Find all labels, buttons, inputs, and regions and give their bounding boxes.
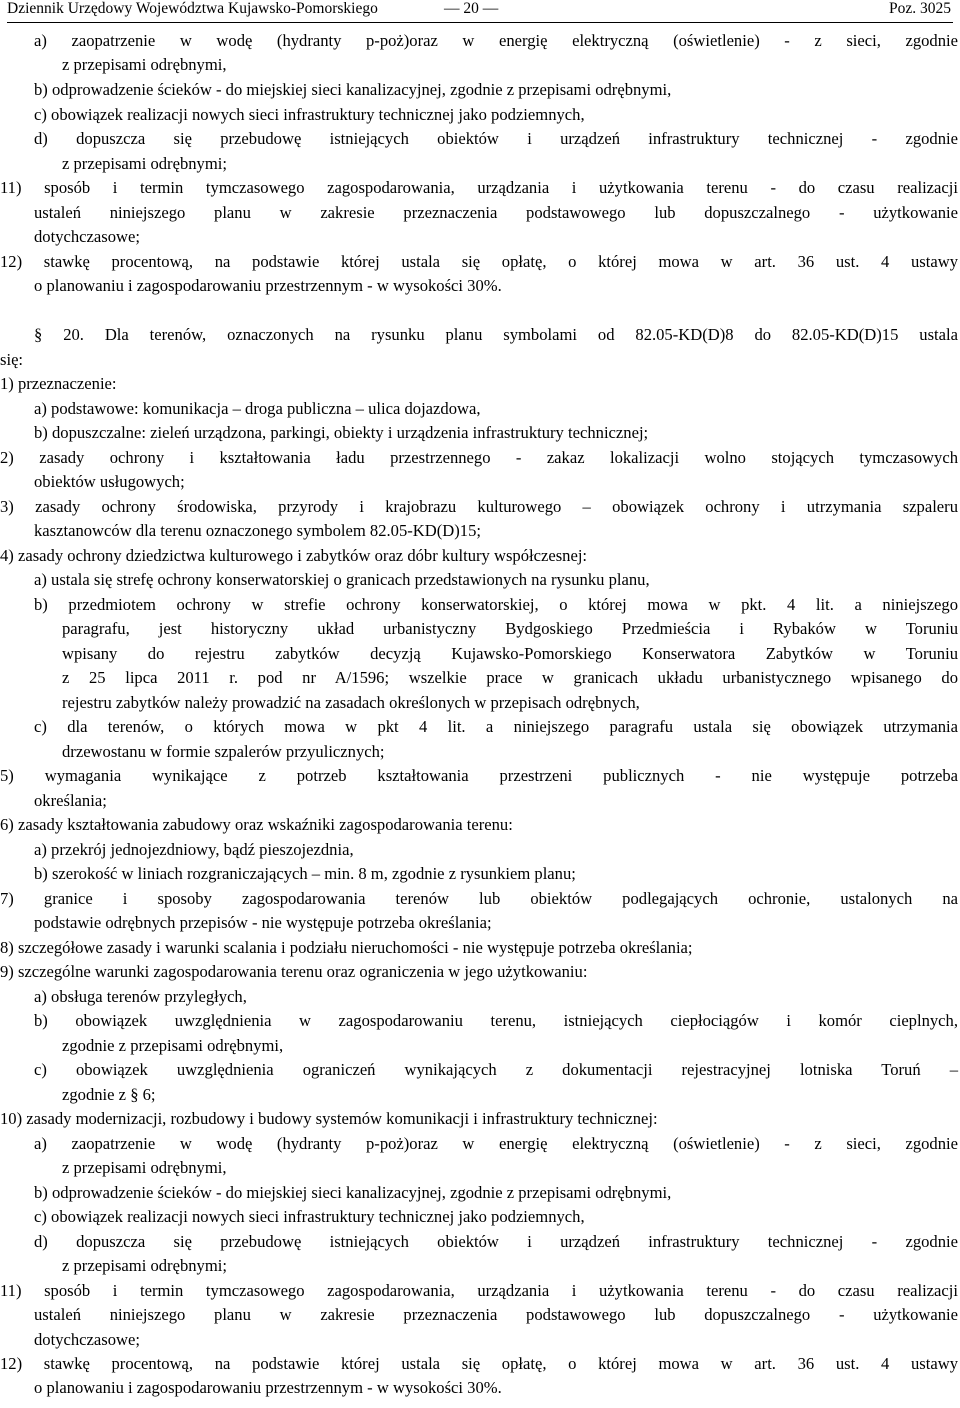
text-line: z przepisami odrębnymi, [62,1158,227,1177]
text-line: ustaleń niniejszego planu w zakresie przeznaczenia podstawowego lub dopuszczalnego - użytkowanie [34,1305,958,1324]
journal-title: Dziennik Urzędowy Województwa Kujawsko-Pomorskiego [7,0,378,17]
text-line: ustaleń niniejszego planu w zakresie przeznaczenia podstawowego lub dopuszczalnego - użytkowanie [34,203,958,222]
text-line: z 25 lipca 2011 r. pod nr A/1596; wszelkie prace w granicach układu urbanistycznego wpisanego do [62,668,958,687]
text-line: b) szerokość w liniach rozgraniczających – min. 8 m, zgodnie z rysunkiem planu; [34,864,576,883]
text-line: dotychczasowe; [34,1330,140,1349]
text-line: 11) sposób i termin tymczasowego zagospodarowania, urządzania i użytkowania terenu - do czasu realizacji [0,1281,958,1300]
text-line: c) obowiązek realizacji nowych sieci infrastruktury technicznej jako podziemnych, [34,105,585,124]
text-line: o planowaniu i zagospodarowaniu przestrzennym - w wysokości 30%. [34,276,502,295]
text-line: d) dopuszcza się przebudowę istniejących obiektów i urządzeń infrastruktury technicznej - zgodnie [34,1232,958,1251]
text-line: rejestru zabytków należy prowadzić na zasadach określonych w przepisach odrębnych, [62,693,640,712]
text-line: drzewostanu w formie szpalerów przyulicznych; [62,742,385,761]
text-line: 4) zasady ochrony dziedzictwa kulturowego i zabytków oraz dóbr kultury współczesnej: [0,546,588,565]
text-line: się: [0,350,24,369]
text-line: o planowaniu i zagospodarowaniu przestrzennym - w wysokości 30%. [34,1378,502,1397]
text-line: c) obowiązek realizacji nowych sieci infrastruktury technicznej jako podziemnych, [34,1207,585,1226]
text-line: b) przedmiotem ochrony w strefie ochrony konserwatorskiej, o której mowa w pkt. 4 lit. a niniejszego [34,595,958,614]
text-line: 10) zasady modernizacji, rozbudowy i budowy systemów komunikacji i infrastruktury technicznej: [0,1109,658,1128]
text-line: a) zaopatrzenie w wodę (hydranty p-poż)oraz w energię elektryczną (oświetlenie) - z sieci, zgodnie [34,31,958,50]
position-number: Poz. 3025 [889,0,951,17]
text-line: § 20. Dla terenów, oznaczonych na rysunku planu symbolami od 82.05-KD(D)8 do 82.05-KD(D)15 ustala [34,325,958,344]
text-line: c) dla terenów, o których mowa w pkt 4 lit. a niniejszego paragrafu ustala się obowiązek utrzymania [34,717,958,736]
text-line: obiektów usługowych; [34,472,185,491]
text-line: 1) przeznaczenie: [0,374,117,393]
text-line: b) odprowadzenie ścieków - do miejskiej sieci kanalizacyjnej, zgodnie z przepisami odrębnymi, [34,80,672,99]
text-line: a) zaopatrzenie w wodę (hydranty p-poż)oraz w energię elektryczną (oświetlenie) - z sieci, zgodnie [34,1134,958,1153]
text-line: a) przekrój jednojezdniowy, bądź pieszojezdnia, [34,840,354,859]
text-line: wpisany do rejestru zabytków decyzją Kujawsko-Pomorskiego Konserwatora Zabytków w Toruniu [62,644,958,663]
page-header [7,0,953,23]
text-line: 3) zasady ochrony środowiska, przyrody i krajobrazu kulturowego – obowiązek ochrony i utrzymania szpaleru [0,497,958,516]
text-line: kasztanowców dla terenu oznaczonego symbolem 82.05-KD(D)15; [34,521,481,540]
text-line: a) podstawowe: komunikacja – droga publiczna – ulica dojazdowa, [34,399,481,418]
text-line: 12) stawkę procentową, na podstawie której ustala się opłatę, o której mowa w art. 36 ust. 4 ustawy [0,252,958,271]
text-line: określania; [34,791,107,810]
text-line: b) odprowadzenie ścieków - do miejskiej sieci kanalizacyjnej, zgodnie z przepisami odrębnymi, [34,1183,672,1202]
text-line: 5) wymagania wynikające z potrzeb kształtowania przestrzeni publicznych - nie występuje potrzeba [0,766,958,785]
text-line: zgodnie z § 6; [62,1085,156,1104]
text-line: c) obowiązek uwzględnienia ograniczeń wynikających z dokumentacji rejestracyjnej lotniska Toruń – [34,1060,958,1079]
text-line: dotychczasowe; [34,227,140,246]
text-line: z przepisami odrębnymi; [62,154,227,173]
text-line: a) obsługa terenów przyległych, [34,987,247,1006]
text-line: 12) stawkę procentową, na podstawie której ustala się opłatę, o której mowa w art. 36 ust. 4 ustawy [0,1354,958,1373]
page-number: — 20 — [444,0,499,17]
text-line: 11) sposób i termin tymczasowego zagospodarowania, urządzania i użytkowania terenu - do czasu realizacji [0,178,958,197]
text-line: 7) granice i sposoby zagospodarowania terenów lub obiektów podlegających ochronie, ustalonych na [0,889,958,908]
text-line: paragrafu, jest historyczny układ urbanistyczny Bydgoskiego Przedmieścia i Rybaków w Toruniu [62,619,958,638]
text-line: zgodnie z przepisami odrębnymi, [62,1036,284,1055]
text-line: podstawie odrębnych przepisów - nie występuje potrzeba określania; [34,913,492,932]
text-line: z przepisami odrębnymi; [62,1256,227,1275]
text-line: 6) zasady kształtowania zabudowy oraz wskaźniki zagospodarowania terenu: [0,815,513,834]
text-line: b) dopuszczalne: zieleń urządzona, parkingi, obiekty i urządzenia infrastruktury technicznej; [34,423,649,442]
text-line: b) obowiązek uwzględnienia w zagospodarowaniu terenu, istniejących ciepłociągów i komór cieplnych, [34,1011,958,1030]
text-line: a) ustala się strefę ochrony konserwatorskiej o granicach przedstawionych na rysunku planu, [34,570,650,589]
text-line: 9) szczególne warunki zagospodarowania terenu oraz ograniczenia w jego użytkowaniu: [0,962,588,981]
text-line: d) dopuszcza się przebudowę istniejących obiektów i urządzeń infrastruktury technicznej - zgodnie [34,129,958,148]
text-line: 2) zasady ochrony i kształtowania ładu przestrzennego - zakaz lokalizacji wolno stojących tymczasowych [0,448,958,467]
text-line: 8) szczegółowe zasady i warunki scalania i podziału nieruchomości - nie występuje potrzeba określania; [0,938,693,957]
text-line: z przepisami odrębnymi, [62,55,227,74]
